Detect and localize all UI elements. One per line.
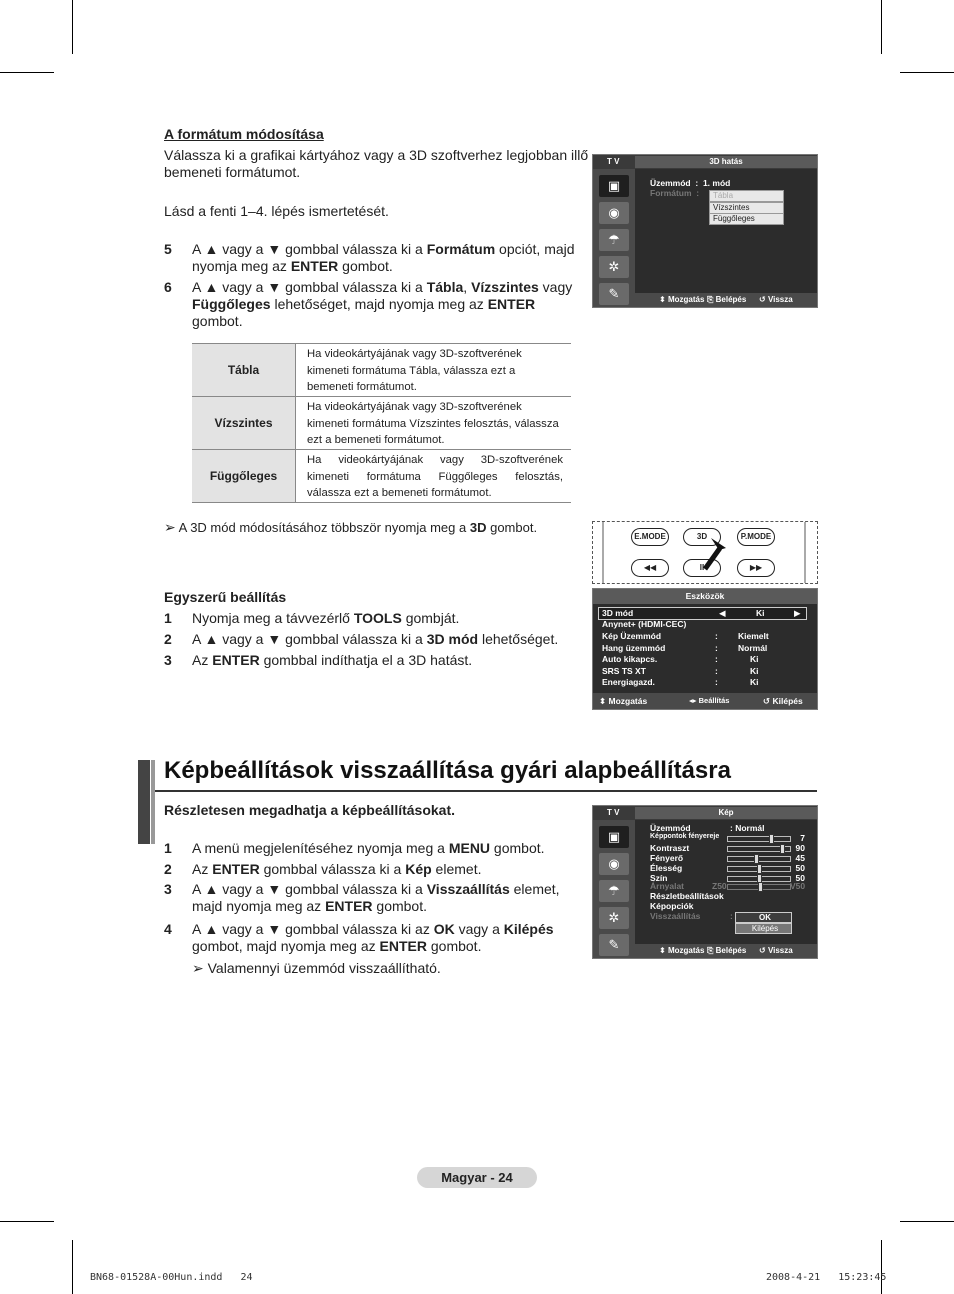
slider-value: 7 [800, 833, 805, 843]
format-option[interactable]: Függőleges [709, 213, 784, 225]
format-table [192, 343, 571, 503]
emode-button[interactable]: E.MODE [631, 528, 669, 546]
title-rule [155, 790, 817, 792]
crop-mark [0, 1221, 54, 1222]
slider-bar[interactable] [727, 836, 791, 842]
page-title: Képbeállítások visszaállítása gyári alapbeállításra [164, 757, 731, 784]
crop-mark [881, 0, 882, 54]
step-number: 1 [164, 610, 172, 626]
tint-slider[interactable] [727, 884, 791, 890]
tv-screen-3d-effect [592, 154, 818, 308]
tv-label: T V [607, 808, 620, 817]
table-row-desc: Ha videokártyájának vagy 3D-szoftverének kimeneti formátuma Vízszintes felosztás, válassza ezt a bemeneti formátumot. [307, 401, 559, 446]
mode-row: Üzemmód : Normál [650, 823, 765, 833]
slider-value: 50 [795, 873, 805, 883]
rewind-button[interactable]: ◀◀ [631, 559, 669, 577]
slider-knob[interactable] [754, 854, 759, 864]
menu-title: 3D hatás [635, 156, 817, 168]
step-text: A ▲ vagy a ▼ gombbal válassza ki az OK vagy a Kilépés gombot, majd nyomja meg az ENTER gombot. [192, 921, 554, 954]
step-text: A menü megjelenítéséhez nyomja meg a MENU gombot. [192, 840, 545, 856]
tint-left: Z50 [712, 881, 727, 891]
format-option[interactable]: Vízszintes [709, 202, 784, 214]
slider-value: 90 [795, 843, 805, 853]
slider-label: Szín [650, 873, 668, 883]
slider-bar[interactable] [727, 866, 791, 872]
arrow-note-icon: ➢ [164, 519, 176, 535]
note-reset: ➢ Valamennyi üzemmód visszaállítható. [192, 960, 441, 976]
sound-icon[interactable]: ◉ [599, 202, 629, 224]
crop-mark [72, 0, 73, 54]
tools-row[interactable]: Kép Üzemmód : Kiemelt [602, 631, 769, 641]
tools-footer [593, 693, 817, 709]
picture-options-row[interactable]: Képopciók [650, 901, 694, 911]
step-number: 6 [164, 279, 172, 295]
move-hint: ⬍ Mozgatás [659, 295, 705, 304]
left-arrow-icon: ◀ [719, 608, 726, 618]
3d-button[interactable]: 3D [683, 528, 721, 546]
tools-title: Eszközök [593, 589, 817, 604]
tools-row[interactable]: Energiagazd. : Ki [602, 677, 759, 687]
step-text: Az ENTER gombbal válassza ki a Kép elemet. [192, 861, 482, 877]
menu-sidebar [593, 820, 635, 958]
crop-mark [900, 72, 954, 73]
channel-icon[interactable]: ☂ [599, 229, 629, 251]
tools-row[interactable]: Anynet+ (HDMI-CEC) [602, 619, 687, 629]
input-icon[interactable]: ✎ [599, 934, 629, 956]
table-row-name: Vízszintes [192, 397, 296, 449]
note-3d: ➢ A 3D mód módosításához többször nyomja meg a 3D gombot. [164, 519, 538, 535]
step-number: 3 [164, 652, 172, 668]
slider-label: Élesség [650, 863, 683, 873]
tools-row[interactable]: Hang üzemmód : Normál [602, 643, 768, 653]
enter-hint: ⎘ Belépés [707, 946, 747, 955]
page-number-badge: Magyar - 24 [417, 1167, 537, 1188]
tools-row[interactable]: SRS TS XT : Ki [602, 666, 759, 676]
slider-bar[interactable] [727, 846, 791, 852]
step-text: Nyomja meg a távvezérlő TOOLS gombját. [192, 610, 460, 626]
right-arrow-icon: ▶ [794, 608, 801, 618]
table-row-name: Tábla [192, 344, 296, 396]
tools-selected-row[interactable]: 3D mód ◀ Ki ▶ [598, 607, 807, 620]
slider-value: 45 [795, 853, 805, 863]
menu-footer [635, 944, 817, 958]
slider-label: Fényerő [650, 853, 684, 863]
format-row: Formátum : [650, 188, 700, 198]
tools-menu [592, 588, 818, 710]
slider-label: Képpontok fényereje [650, 833, 720, 840]
step-text: A ▲ vagy a ▼ gombbal válassza ki a Tábla, Vízszintes vagy Függőleges lehetőséget, majd nyomja meg az ENTER gombot. [192, 279, 573, 329]
pause-button[interactable]: II [683, 559, 721, 577]
table-row-desc: Ha videokártyájának vagy 3D-szoftverének kimeneti formátuma Tábla, válassza ezt a bemeneti formátumot. [307, 348, 522, 393]
step-number: 4 [164, 921, 172, 937]
picture-icon[interactable]: ▣ [599, 826, 629, 848]
slider-knob[interactable] [769, 834, 774, 844]
step-number: 1 [164, 840, 172, 856]
sound-icon[interactable]: ◉ [599, 853, 629, 875]
pmode-button[interactable]: P.MODE [737, 528, 775, 546]
setup-icon[interactable]: ✲ [599, 907, 629, 929]
detail-settings-row[interactable]: Részletbeállítások [650, 891, 724, 901]
tint-right: V50 [790, 881, 806, 891]
back-hint: ↺ Vissza [759, 946, 793, 955]
format-option[interactable]: Tábla [709, 190, 784, 202]
step-number: 3 [164, 881, 172, 897]
print-date: 2008-4-21 15:23:45 [766, 1272, 887, 1283]
slider-value: 50 [795, 863, 805, 873]
intro-text: Válassza ki a grafikai kártyához vagy a 3D szoftverhez legjobban illő bemeneti formátumot. [164, 147, 589, 180]
step-number: 2 [164, 861, 172, 877]
slider-bar[interactable] [727, 856, 791, 862]
see-steps-text: Lásd a fenti 1–4. lépés ismertetését. [164, 203, 389, 219]
heading-bar [138, 760, 150, 844]
ok-button[interactable]: OK [735, 912, 792, 923]
setup-icon[interactable]: ✲ [599, 256, 629, 278]
exit-hint: ↺ Kilépés [763, 696, 803, 706]
exit-button[interactable]: Kilépés [735, 923, 792, 934]
remote-control [592, 521, 818, 584]
step-text: A ▲ vagy a ▼ gombbal válassza ki a Formátum opciót, majd nyomja meg az ENTER gombot. [192, 241, 575, 274]
picture-icon[interactable]: ▣ [599, 175, 629, 197]
table-row [192, 344, 571, 397]
crop-mark [0, 72, 54, 73]
menu-sidebar [593, 169, 635, 307]
step-text: Az ENTER gombbal indíthatja el a 3D hatást. [192, 652, 473, 668]
reset-row[interactable]: Visszaállítás : [650, 911, 733, 921]
heading-bar [151, 760, 155, 844]
table-row-desc: Ha videokártyájának vagy 3D-szoftverének kimeneti formátuma Függőleges felosztás, válassza ezt a bemeneti formátumot. [307, 454, 563, 499]
crop-mark [881, 1240, 882, 1294]
slider-knob[interactable] [757, 864, 762, 874]
mode-row: Üzemmód : 1. mód [650, 178, 731, 188]
menu-footer [635, 293, 817, 307]
slider-label: Kontraszt [650, 843, 690, 853]
table-row [192, 450, 571, 503]
step-text: A ▲ vagy a ▼ gombbal válassza ki a 3D mód lehetőséget. [192, 631, 559, 647]
forward-button[interactable]: ▶▶ [737, 559, 775, 577]
enter-hint: ⎘ Belépés [707, 295, 747, 304]
channel-icon[interactable]: ☂ [599, 880, 629, 902]
step-number: 2 [164, 631, 172, 647]
menu-title: Kép [635, 807, 817, 819]
move-hint: ⬍ Mozgatás [599, 696, 648, 706]
adjust-hint: ◂▸ Beállítás [689, 696, 730, 705]
tint-label: Árnyalat [650, 881, 685, 891]
arrow-note-icon: ➢ [192, 960, 204, 976]
crop-mark [72, 1240, 73, 1294]
section-subheading: Részletesen megadhatja a képbeállításokat. [164, 802, 456, 818]
tools-row[interactable]: Auto kikapcs. : Ki [602, 654, 759, 664]
tv-label: T V [607, 157, 620, 166]
step-number: 5 [164, 241, 172, 257]
move-hint: ⬍ Mozgatás [659, 946, 705, 955]
tv-screen-picture [592, 805, 818, 959]
table-row-name: Függőleges [192, 450, 296, 502]
crop-mark [900, 1221, 954, 1222]
file-info: BN68-01528A-00Hun.indd 24 [90, 1272, 253, 1283]
pointer-arrow-icon [593, 522, 817, 583]
input-icon[interactable]: ✎ [599, 283, 629, 305]
table-row [192, 397, 571, 450]
back-hint: ↺ Vissza [759, 295, 793, 304]
section-heading: Egyszerű beállítás [164, 589, 287, 605]
section-heading: A formátum módosítása [164, 126, 324, 142]
step-text: A ▲ vagy a ▼ gombbal válassza ki a Visszaállítás elemet, majd nyomja meg az ENTER gombot. [192, 881, 560, 914]
slider-knob[interactable] [780, 844, 785, 854]
